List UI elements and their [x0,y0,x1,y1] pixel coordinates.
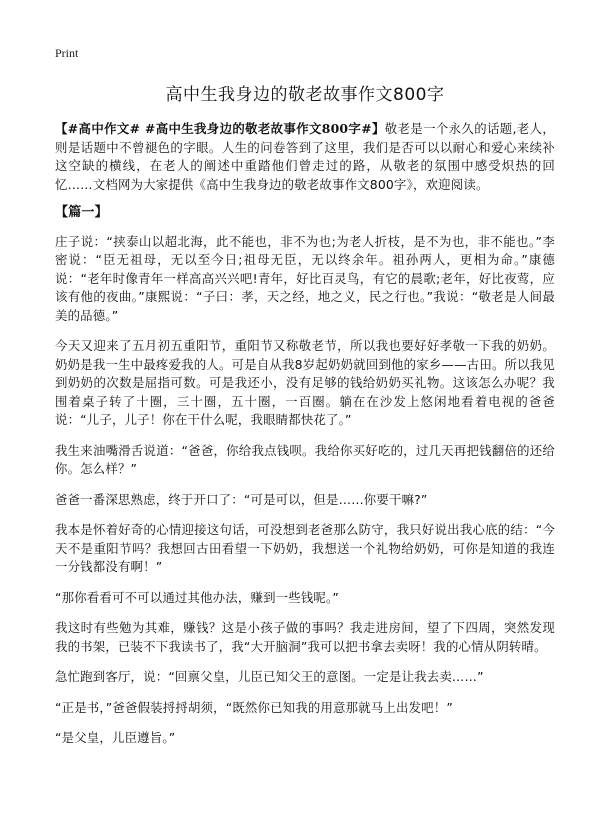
paragraph: “是父皇，儿臣遵旨。” [55,730,176,745]
intro-text: 敬老是一个永久的话题,老人，则是话题中不曾褪色的字眼。人生的问卷答到了这里，我们是否可以以耐心和爱心来续补这空缺的横线，在老人的阐述中重踏他们曾走过的路，从敬老的氛围中感受炽热的回忆……文档网为大家提供《高中生我身边的敬老故事作文800字》，欢迎阅读。 [55,121,555,192]
section-heading: 【篇一】 [55,205,108,220]
page-title: 高中生我身边的敬老故事作文800字 [165,85,445,105]
paragraph: 我本是怀着好奇的心情迎接这句话，可没想到老爸那么防守，我只好说出我心底的结：“今天不是重阳节吗？我想回古田看望一下奶奶，我想送一个礼物给奶奶，可你是知道的我连一分钱都没有啊！” [55,522,555,574]
intro-paragraph [55,120,555,194]
paragraph: “那你看看可不可以通过其他办法，赚到一些钱呢。” [55,589,340,605]
paragraph: 庄子说：“挟泰山以超北海，此不能也，非不为也;为老人折枝，是不为也，非不能也。”李密说：“臣无祖母，无以至今日;祖母无臣，无以终余年。祖孙两人，更相为命。”康德说：“老年时像青年一样高高兴兴吧!青年，好比百灵鸟，有它的晨歌;老年，好比夜莺，应该有他的夜曲。”康熙说：“子曰：孝，天之经，地之义，民之行也。”我说：“敬老是人间最美的品德。” [55,233,555,323]
paragraph: “正是书，”爸爸假装捋捋胡须，“既然你已知我的用意那就马上出发吧！” [55,699,453,715]
article-tags: 【#高中作文# #高中生我身边的敬老故事作文800字#】 [55,121,385,136]
paragraph: 今天又迎来了五月初五重阳节，重阳节又称敬老节，所以我也要好好孝敬一下我的奶奶。奶奶是我一生中最疼爱我的人。可是自从我8岁起奶奶就回到他的家乡——古田。所以我见到奶奶的次数是屈指可数。可是我还小，没有足够的钱给奶奶买礼物。这该怎么办呢？我围着桌子转了十圈，三十圈，五十圈，一百圈。躺在在沙发上悠闲地看着电视的爸爸说：“儿子，儿子！你在干什么呢，我眼睛都快花了。” [55,338,555,427]
paragraph: 急忙跑到客厅，说：“回禀父皇，儿臣已知父王的意图。一定是让我去卖……” [55,669,484,684]
paragraph: 我生来油嘴滑舌说道：“爸爸，你给我点钱呗。我给你买好吃的，过几天再把钱翻倍的还给你。怎么样？” [55,442,555,476]
paragraph: 我这时有些勉为其难，赚钱？这是小孩子做的事吗？我走进房间，望了下四周，突然发现我的书架，已装不下我读书了，我“大开脑洞”我可以把书拿去卖呀！我的心情从阴转晴。 [55,620,555,654]
paragraph: 爸爸一番深思熟虑，终于开口了：“可是可以，但是……你要干嘛?” [55,491,428,507]
article-body [55,120,555,760]
print-link[interactable]: Print [55,46,79,60]
